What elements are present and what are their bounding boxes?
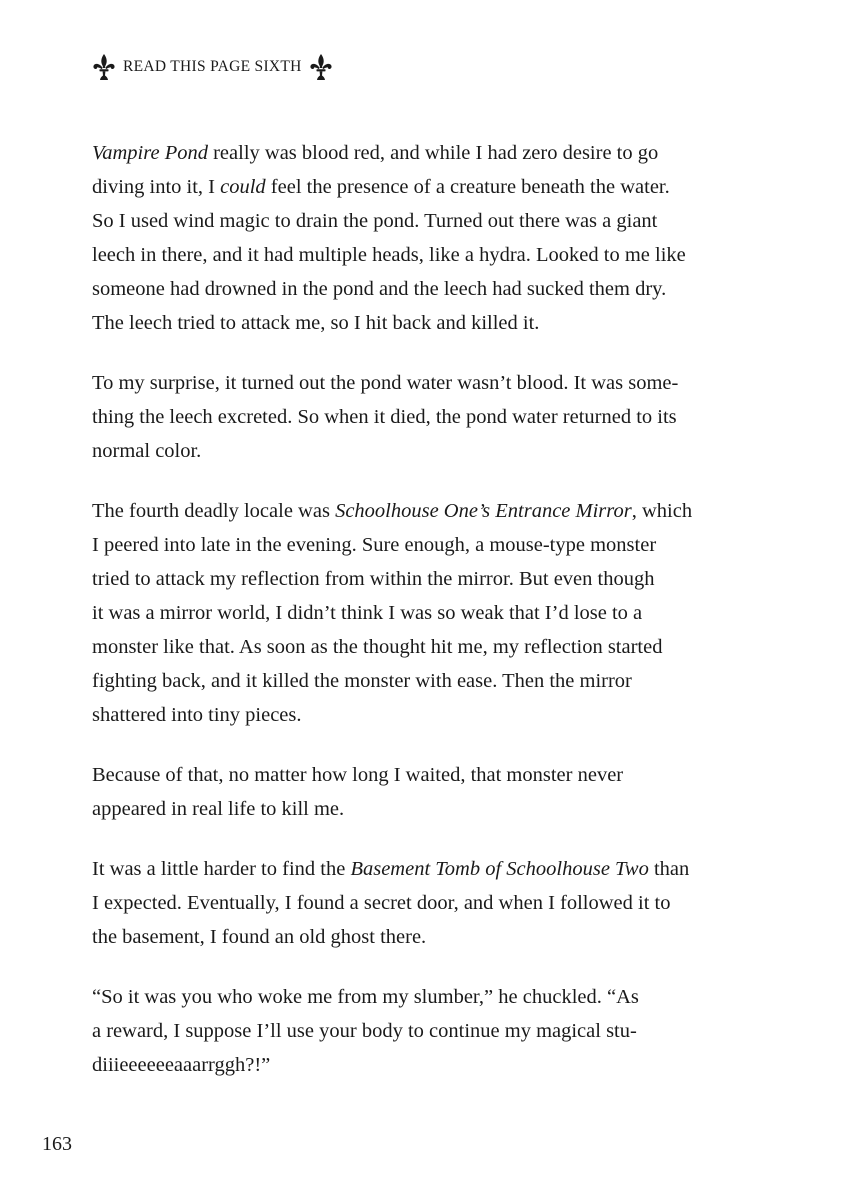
text-line: [92, 136, 757, 170]
text-run: a reward, I suppose I’ll use your body to continue my magical stu-: [92, 1020, 637, 1042]
italic-title: could: [220, 176, 266, 198]
text-run: shattered into tiny pieces.: [92, 704, 302, 726]
page-header: [92, 52, 333, 82]
text-line: [92, 400, 757, 434]
text-run: feel the presence of a creature beneath the water.: [265, 176, 670, 198]
paragraph: [92, 852, 757, 954]
text-run: So I used wind magic to drain the pond. Turned out there was a giant: [92, 210, 658, 232]
text-run: To my surprise, it turned out the pond water wasn’t blood. It was some-: [92, 372, 679, 394]
paragraph: [92, 494, 757, 732]
italic-title: Schoolhouse One’s Entrance Mirror: [335, 500, 632, 522]
text-run: thing the leech excreted. So when it died, the pond water returned to its: [92, 406, 677, 428]
text-run: the basement, I found an old ghost there.: [92, 926, 427, 948]
text-run: appeared in real life to kill me.: [92, 798, 345, 820]
text-run: normal color.: [92, 440, 202, 462]
text-run: diving into it, I: [92, 176, 221, 198]
text-run: The fourth deadly locale was: [92, 500, 336, 522]
italic-title: Vampire Pond: [92, 142, 208, 164]
text-line: [92, 1048, 757, 1082]
text-line: [92, 1014, 757, 1048]
text-line: [92, 758, 757, 792]
paragraph: [92, 980, 757, 1082]
paragraph: [92, 366, 757, 468]
text-line: [92, 596, 757, 630]
fleur-de-lis-icon: [92, 53, 116, 81]
text-line: [92, 630, 757, 664]
paragraph: [92, 136, 757, 340]
text-run: fighting back, and it killed the monster with ease. Then the mirror: [92, 670, 632, 692]
text-line: [92, 204, 757, 238]
text-line: [92, 272, 757, 306]
text-run: It was a little harder to find the: [92, 858, 351, 880]
text-run: I expected. Eventually, I found a secret door, and when I followed it to: [92, 892, 671, 914]
text-run: diiieeeeeeaaarrggh?!”: [92, 1054, 271, 1076]
text-line: [92, 494, 757, 528]
text-run: monster like that. As soon as the thought hit me, my reflection started: [92, 636, 663, 658]
text-run: I peered into late in the evening. Sure enough, a mouse-type monster: [92, 534, 657, 556]
text-run: , which: [631, 500, 693, 522]
text-line: [92, 238, 757, 272]
italic-title: Basement Tomb of Schoolhouse Two: [350, 858, 649, 880]
text-line: [92, 698, 757, 732]
fleur-de-lis-icon: [309, 53, 333, 81]
text-line: [92, 920, 757, 954]
text-line: [92, 886, 757, 920]
text-run: someone had drowned in the pond and the leech had sucked them dry.: [92, 278, 667, 300]
text-line: [92, 366, 757, 400]
text-line: [92, 980, 757, 1014]
page-number: 163: [42, 1133, 72, 1155]
text-line: [92, 528, 757, 562]
text-run: than: [648, 858, 690, 880]
paragraph: [92, 758, 757, 826]
text-line: [92, 562, 757, 596]
body-text: [92, 136, 757, 1108]
text-run: really was blood red, and while I had zero desire to go: [207, 142, 659, 164]
text-line: [92, 852, 757, 886]
text-line: [92, 434, 757, 468]
text-line: [92, 664, 757, 698]
text-line: [92, 792, 757, 826]
text-line: [92, 170, 757, 204]
text-run: Because of that, no matter how long I waited, that monster never: [92, 764, 624, 786]
text-run: tried to attack my reflection from within the mirror. But even though: [92, 568, 655, 590]
text-line: [92, 306, 757, 340]
text-run: leech in there, and it had multiple heads, like a hydra. Looked to me like: [92, 244, 686, 266]
page-header-title: READ THIS PAGE SIXTH: [123, 58, 302, 75]
text-run: The leech tried to attack me, so I hit back and killed it.: [92, 312, 540, 334]
text-run: “So it was you who woke me from my slumber,” he chuckled. “As: [92, 986, 639, 1008]
text-run: it was a mirror world, I didn’t think I was so weak that I’d lose to a: [92, 602, 643, 624]
